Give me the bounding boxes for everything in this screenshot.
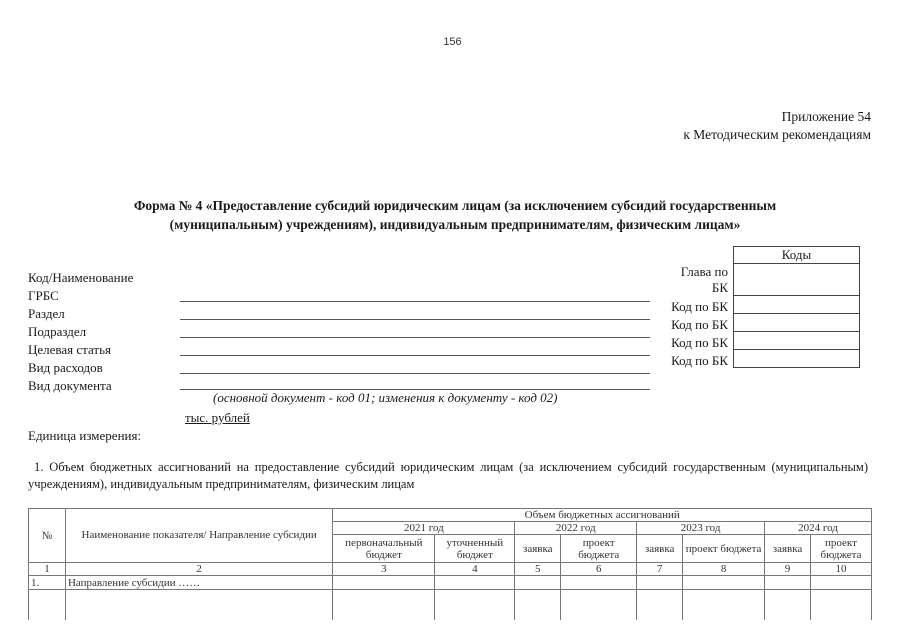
code-box-podrazdel[interactable] [733, 314, 860, 332]
table-cell[interactable] [435, 576, 515, 590]
table-cell [333, 590, 435, 620]
code-box-glava[interactable] [733, 263, 860, 296]
sub-refined-budget: уточненный бюджет [435, 535, 515, 563]
code-box-vid-rashodov[interactable] [733, 350, 860, 368]
col-number: 1 [29, 563, 66, 576]
appendix-line-2: к Методическим рекомендациям [683, 127, 871, 142]
col-number: 6 [561, 563, 637, 576]
sub-draft-2022: проект бюджета [561, 535, 637, 563]
section-1-heading: 1. Объем бюджетных ассигнований на предоставление субсидий юридическим лицам (за исключением субсидий государственным (муниципальным) учреждениям), индивидуальным предпринимателям, физическим лицам [28, 460, 868, 491]
table-cell[interactable] [765, 576, 811, 590]
kod-bk-label-celevaya: Код по БК [671, 335, 728, 350]
vid-rashodov-line[interactable] [180, 373, 650, 374]
table-cell [683, 590, 765, 620]
col-no-header: № [29, 509, 66, 563]
sub-draft-2024: проект бюджета [810, 535, 871, 563]
col-number: 10 [810, 563, 871, 576]
table-cell [765, 590, 811, 620]
col-number: 3 [333, 563, 435, 576]
table-cell[interactable] [637, 576, 683, 590]
row-number: 1. [29, 576, 66, 590]
form-title [60, 196, 850, 234]
table-cell[interactable] [810, 576, 871, 590]
table-cell [65, 590, 332, 620]
year-2021: 2021 год [333, 522, 515, 535]
sub-initial-budget: первоначальный бюджет [333, 535, 435, 563]
document-note: (основной документ - код 01; изменения к документу - код 02) [213, 390, 558, 405]
sub-request-2022: заявка [515, 535, 561, 563]
sub-request-2024: заявка [765, 535, 811, 563]
col-number: 2 [65, 563, 332, 576]
col-number: 7 [637, 563, 683, 576]
table-cell [29, 590, 66, 620]
label-vid-dokumenta: Вид документа [28, 378, 112, 393]
budget-table [28, 508, 872, 620]
grbs-line[interactable] [180, 301, 650, 302]
appendix-line-1: Приложение 54 [781, 109, 871, 124]
group-header: Объем бюджетных ассигнований [333, 509, 872, 522]
col-number: 5 [515, 563, 561, 576]
codes-header: Коды [733, 246, 860, 264]
row-name: Направление субсидии …… [65, 576, 332, 590]
table-cell [561, 590, 637, 620]
table-cell [435, 590, 515, 620]
label-celevaya: Целевая статья [28, 342, 112, 357]
table-cell[interactable] [683, 576, 765, 590]
celevaya-line[interactable] [180, 355, 650, 356]
table-cell [515, 590, 561, 620]
code-box-celevaya[interactable] [733, 332, 860, 350]
table-cell[interactable] [333, 576, 435, 590]
podrazdel-line[interactable] [180, 337, 650, 338]
col-number: 4 [435, 563, 515, 576]
label-podrazdel: Подраздел [28, 324, 87, 339]
col-number: 8 [683, 563, 765, 576]
form-title-line-2: (муниципальным) учреждениям), индивидуальным предпринимателям, физическим лицам» [169, 217, 741, 232]
razdel-line[interactable] [180, 319, 650, 320]
table-row [29, 576, 872, 590]
kod-bk-label-vid-rashodov: Код по БК [671, 353, 728, 368]
table-cell [637, 590, 683, 620]
table-row [29, 590, 872, 620]
col-name-header: Наименование показателя/ Направление субсидии [65, 509, 332, 563]
label-grbs: ГРБС [28, 288, 59, 303]
table-cell [810, 590, 871, 620]
kod-bk-label-podrazdel: Код по БК [671, 317, 728, 332]
table-cell[interactable] [561, 576, 637, 590]
column-numbers-row [29, 563, 872, 576]
table-cell[interactable] [515, 576, 561, 590]
appendix-header [683, 108, 871, 144]
form-title-line-1: Форма № 4 «Предоставление субсидий юридическим лицам (за исключением субсидий государственным [133, 198, 777, 213]
label-vid-rashodov: Вид расходов [28, 360, 103, 375]
sub-draft-2023: проект бюджета [683, 535, 765, 563]
kod-bk-label-razdel: Код по БК [671, 299, 728, 314]
year-2023: 2023 год [637, 522, 765, 535]
label-razdel: Раздел [28, 306, 65, 321]
sub-request-2023: заявка [637, 535, 683, 563]
code-box-razdel[interactable] [733, 296, 860, 314]
page-number: 156 [443, 36, 462, 48]
glava-label-line-1: Глава по [680, 264, 728, 279]
glava-label [681, 264, 728, 296]
year-2024: 2024 год [765, 522, 872, 535]
unit-label: Единица измерения: [28, 428, 142, 443]
label-code-name: Код/Наименование [28, 270, 134, 285]
year-2022: 2022 год [515, 522, 637, 535]
col-number: 9 [765, 563, 811, 576]
glava-label-line-2: БК [711, 280, 728, 295]
unit-value: тыс. рублей [185, 410, 250, 425]
